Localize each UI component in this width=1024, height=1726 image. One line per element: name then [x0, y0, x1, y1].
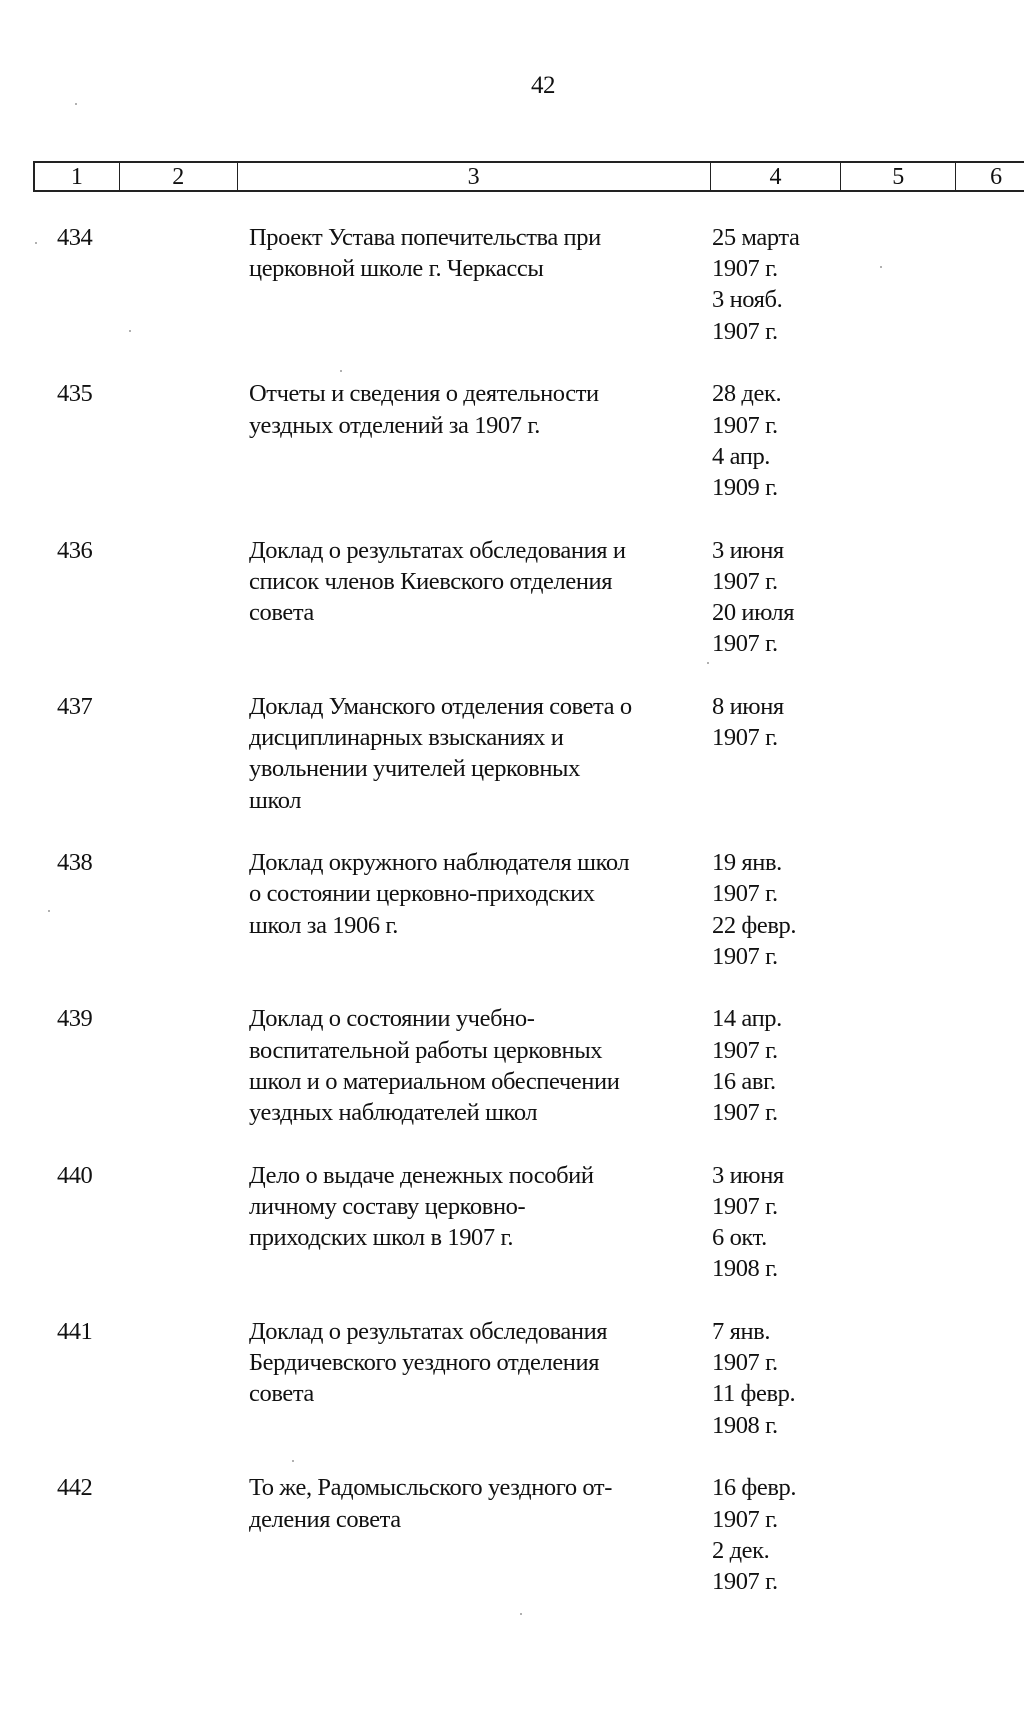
entry-date-line: 22 февр.	[712, 911, 797, 939]
table-row	[0, 1316, 1024, 1472]
scan-speck	[48, 910, 50, 912]
entry-title	[249, 535, 694, 629]
table-row	[0, 691, 1024, 847]
entry-date-line: 1907 г.	[712, 942, 778, 970]
entry-title	[249, 222, 694, 284]
entry-date-line: 3 нояб.	[712, 286, 783, 314]
entry-date-line: 1908 г.	[712, 1411, 778, 1439]
scan-speck	[129, 330, 131, 332]
entry-title-line: уездных наблюдателей школ	[249, 1099, 538, 1127]
table-row	[0, 1003, 1024, 1159]
entry-number: 435	[57, 380, 93, 408]
table-row	[0, 1472, 1024, 1628]
scan-speck	[340, 370, 342, 372]
entry-title-line: школ	[249, 786, 302, 814]
entry-date-line: 1907 г.	[712, 1505, 778, 1533]
entry-title-line: воспитательной работы церковных	[249, 1036, 603, 1064]
entry-date-line: 28 дек.	[712, 380, 782, 408]
entry-number: 438	[57, 849, 93, 877]
entry-number: 437	[57, 692, 93, 720]
entry-title-line: школ и о материальном обеспечении	[249, 1067, 620, 1095]
entry-number: 442	[57, 1474, 93, 1502]
column-header-4: 4	[711, 163, 842, 190]
entry-date-line: 3 июня	[712, 1161, 784, 1189]
entry-dates	[712, 691, 784, 753]
entry-date-line: 2 дек.	[712, 1536, 770, 1564]
table-row	[0, 1160, 1024, 1316]
entry-date-line: 7 янв.	[712, 1318, 771, 1346]
entry-dates	[712, 1160, 784, 1285]
scan-speck	[520, 1613, 522, 1615]
entry-title	[249, 378, 694, 440]
column-header-3: 3	[238, 163, 711, 190]
entry-date-line: 11 февр.	[712, 1380, 796, 1408]
entry-date-line: 1907 г.	[712, 1099, 778, 1127]
entry-dates	[712, 1472, 796, 1597]
entry-title-line: Бердичевского уездного отделения	[249, 1349, 600, 1377]
entry-date-line: 1907 г.	[712, 411, 778, 439]
entry-title	[249, 691, 694, 816]
entry-date-line: 14 апр.	[712, 1005, 782, 1033]
entry-dates	[712, 535, 794, 660]
entry-title-line: школ за 1906 г.	[249, 911, 399, 939]
entry-date-line: 19 янв.	[712, 849, 782, 877]
entry-title-line: То же, Радомысльского уездного от-	[249, 1474, 612, 1502]
entry-title-line: Отчеты и сведения о деятельности	[249, 380, 599, 408]
entry-title-line: увольнении учителей церковных	[249, 755, 580, 783]
entry-title-line: о состоянии церковно-приходских	[249, 880, 595, 908]
entry-dates	[712, 1316, 795, 1441]
page-number: 42	[531, 72, 555, 99]
entry-date-line: 3 июня	[712, 536, 784, 564]
entry-date-line: 16 февр.	[712, 1474, 797, 1502]
entry-title	[249, 1160, 694, 1254]
entry-title-line: список членов Киевского отделения	[249, 567, 613, 595]
entry-date-line: 1909 г.	[712, 473, 778, 501]
entry-number: 441	[57, 1318, 93, 1346]
entry-dates	[712, 1003, 782, 1128]
entry-date-line: 16 авг.	[712, 1067, 776, 1095]
entry-title-line: совета	[249, 599, 314, 626]
entry-date-line: 1907 г.	[712, 1192, 778, 1220]
entry-date-line: 8 июня	[712, 692, 784, 720]
entry-date-line: 1907 г.	[712, 880, 778, 908]
entry-date-line: 6 окт.	[712, 1224, 767, 1252]
entry-number: 434	[57, 224, 93, 251]
scan-speck	[707, 662, 709, 664]
entry-date-line: 1907 г.	[712, 1567, 778, 1595]
entry-date-line: 1907 г.	[712, 567, 778, 595]
entry-date-line: 25 марта	[712, 224, 800, 251]
entry-title-line: деления совета	[249, 1505, 401, 1533]
entry-date-line: 1907 г.	[712, 1349, 778, 1377]
entry-title-line: Доклад окружного наблюдателя школ	[249, 849, 630, 877]
entry-date-line: 1907 г.	[712, 317, 778, 345]
entry-title-line: совета	[249, 1380, 314, 1408]
entry-title-line: дисциплинарных взысканиях и	[249, 724, 564, 752]
scan-speck	[880, 266, 882, 268]
entry-title-line: церковной школе г. Черкассы	[249, 255, 544, 283]
table-column-header-row	[33, 161, 1024, 192]
entry-title-line: Доклад о результатах обследования и	[249, 536, 626, 564]
entry-number: 439	[57, 1005, 93, 1033]
table-row	[0, 222, 1024, 378]
entry-date-line: 1907 г.	[712, 724, 778, 752]
entry-number: 436	[57, 536, 93, 564]
column-header-5: 5	[841, 163, 956, 190]
entry-title-line: уездных отделений за 1907 г.	[249, 411, 540, 439]
entry-date-line: 4 апр.	[712, 442, 771, 470]
entry-date-line: 1907 г.	[712, 630, 778, 658]
entry-title-line: Доклад Уманского отделения совета о	[249, 692, 632, 720]
entry-title-line: Доклад о результатах обследования	[249, 1318, 608, 1346]
scan-speck	[292, 1460, 294, 1462]
entry-title-line: личному составу церковно-	[249, 1192, 526, 1220]
column-header-1: 1	[35, 163, 120, 190]
entry-title	[249, 847, 694, 941]
entry-title-line: приходских школ в 1907 г.	[249, 1224, 514, 1252]
column-header-6: 6	[990, 163, 1003, 190]
entry-dates	[712, 847, 796, 972]
entry-title	[249, 1316, 694, 1410]
entry-number: 440	[57, 1161, 93, 1189]
entry-title-line: Проект Устава попечительства при	[249, 224, 601, 251]
table-row	[0, 847, 1024, 1003]
entry-title-line: Доклад о состоянии учебно-	[249, 1005, 535, 1033]
entry-date-line: 1907 г.	[712, 255, 778, 283]
column-header-2: 2	[120, 163, 238, 190]
scan-speck	[75, 103, 77, 105]
entry-date-line: 1907 г.	[712, 1036, 778, 1064]
entry-dates	[712, 378, 781, 503]
entry-date-line: 20 июля	[712, 599, 795, 626]
table-row	[0, 378, 1024, 534]
entry-date-line: 1908 г.	[712, 1255, 778, 1283]
inventory-entries	[0, 222, 1024, 1629]
entry-title	[249, 1003, 694, 1128]
entry-title	[249, 1472, 694, 1534]
table-row	[0, 535, 1024, 691]
entry-dates	[712, 222, 799, 347]
scan-speck	[35, 242, 37, 244]
entry-title-line: Дело о выдаче денежных пособий	[249, 1161, 594, 1189]
